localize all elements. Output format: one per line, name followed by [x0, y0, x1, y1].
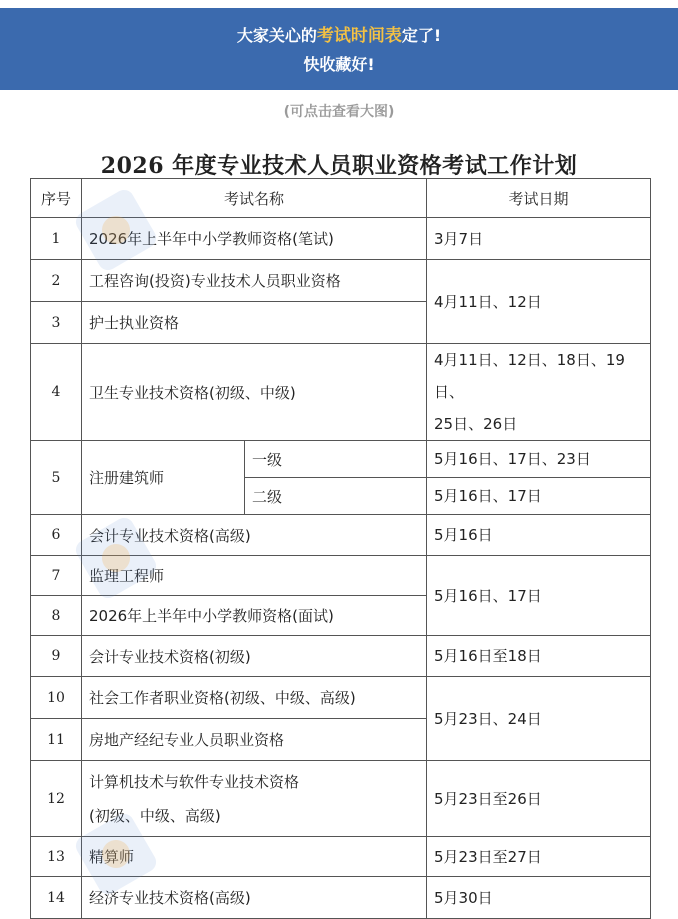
exam-date-line-1: 4月11日、12日、18日、19日、	[434, 351, 625, 401]
exam-name-line-2: (初级、中级、高级)	[89, 806, 221, 825]
row-number: 14	[31, 877, 82, 919]
exam-date-line-2: 25日、26日	[434, 415, 518, 433]
exam-name: 工程咨询(投资)专业技术人员职业资格	[82, 260, 427, 302]
table-row	[31, 837, 651, 877]
table-row	[31, 441, 651, 478]
header-banner	[0, 8, 678, 90]
table-row	[31, 515, 651, 556]
exam-date: 5月30日	[427, 877, 651, 919]
row-number: 13	[31, 837, 82, 877]
exam-date: 5月16日、17日	[427, 478, 651, 515]
exam-date: 5月16日、17日、23日	[427, 441, 651, 478]
exam-date	[427, 344, 651, 441]
exam-name: 卫生专业技术资格(初级、中级)	[82, 344, 427, 441]
exam-sub-level: 一级	[245, 441, 427, 478]
banner-line-1-suffix: 定了!	[401, 26, 442, 45]
exam-date: 5月16日至18日	[427, 636, 651, 677]
table-row	[31, 877, 651, 919]
exam-name	[82, 761, 427, 837]
table-row	[31, 636, 651, 677]
row-number: 3	[31, 302, 82, 344]
banner-highlight: 考试时间表	[316, 26, 402, 46]
exam-date: 5月16日、17日	[427, 556, 651, 636]
exam-name: 监理工程师	[82, 556, 427, 596]
row-number: 7	[31, 556, 82, 596]
exam-date: 5月23日、24日	[427, 677, 651, 761]
row-number: 5	[31, 441, 82, 515]
row-number: 10	[31, 677, 82, 719]
exam-name: 社会工作者职业资格(初级、中级、高级)	[82, 677, 427, 719]
click-to-enlarge-hint[interactable]: (可点击查看大图)	[283, 104, 395, 120]
table-row	[31, 344, 651, 441]
table-row	[31, 218, 651, 260]
exam-name: 2026年上半年中小学教师资格(笔试)	[82, 218, 427, 260]
row-number: 9	[31, 636, 82, 677]
exam-schedule-table[interactable]	[30, 178, 651, 919]
header-name: 考试名称	[82, 179, 427, 218]
banner-line-2: 快收藏好!	[303, 55, 375, 74]
exam-date: 5月23日至27日	[427, 837, 651, 877]
exam-name: 注册建筑师	[82, 441, 245, 515]
row-number: 11	[31, 719, 82, 761]
exam-date: 4月11日、12日	[427, 260, 651, 344]
row-number: 1	[31, 218, 82, 260]
row-number: 2	[31, 260, 82, 302]
header-date: 考试日期	[427, 179, 651, 218]
row-number: 12	[31, 761, 82, 837]
exam-name: 精算师	[82, 837, 427, 877]
exam-date: 5月23日至26日	[427, 761, 651, 837]
exam-name-line-1: 计算机技术与软件专业技术资格	[89, 772, 300, 791]
exam-name: 房地产经纪专业人员职业资格	[82, 719, 427, 761]
row-number: 4	[31, 344, 82, 441]
banner-line-1-prefix: 大家关心的	[236, 26, 317, 45]
row-number: 6	[31, 515, 82, 556]
exam-date: 3月7日	[427, 218, 651, 260]
row-number: 8	[31, 596, 82, 636]
table-header-row	[31, 179, 651, 218]
exam-sub-level: 二级	[245, 478, 427, 515]
exam-name: 会计专业技术资格(高级)	[82, 515, 427, 556]
exam-name: 护士执业资格	[82, 302, 427, 344]
table-row	[31, 556, 651, 596]
exam-date: 5月16日	[427, 515, 651, 556]
header-no: 序号	[31, 179, 82, 218]
table-row	[31, 260, 651, 302]
exam-name: 2026年上半年中小学教师资格(面试)	[82, 596, 427, 636]
table-row	[31, 761, 651, 837]
banner-line-1	[0, 26, 678, 46]
table-title: 2026 年度专业技术人员职业资格考试工作计划	[100, 153, 578, 179]
exam-name: 经济专业技术资格(高级)	[82, 877, 427, 919]
exam-name: 会计专业技术资格(初级)	[82, 636, 427, 677]
table-row	[31, 677, 651, 719]
